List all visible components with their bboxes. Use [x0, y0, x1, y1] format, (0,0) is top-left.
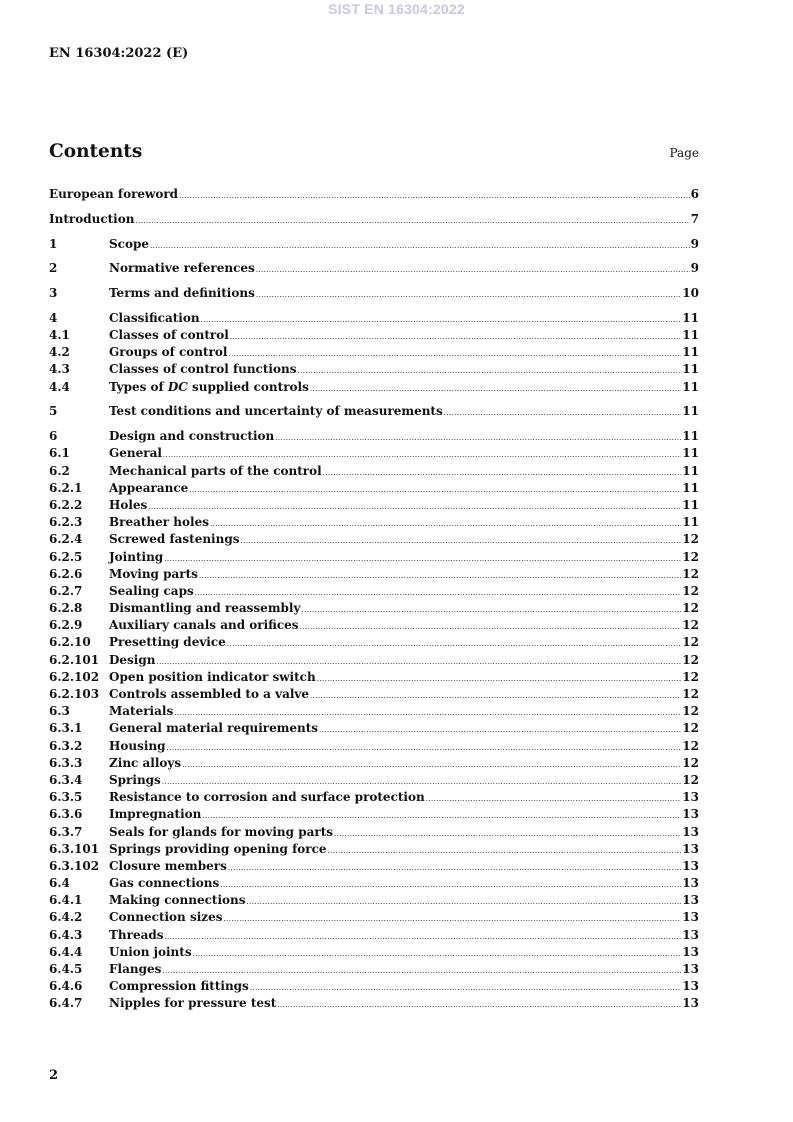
toc-entry-title: Union joints — [109, 944, 192, 959]
toc-dot-leader — [193, 946, 682, 963]
toc-entry-page: 11 — [682, 404, 699, 419]
toc-entry-page: 12 — [682, 601, 699, 616]
toc-entry-title: Design — [109, 652, 156, 667]
document-id-header: EN 16304:2022 (E) — [49, 46, 189, 61]
toc-dot-leader — [297, 363, 681, 380]
toc-dot-leader — [230, 329, 682, 346]
toc-entry-number: 6.3.6 — [49, 807, 83, 822]
toc-entry-title: Presetting device — [109, 635, 226, 650]
toc-entry-number: 6.3.1 — [49, 721, 83, 736]
toc-entry[interactable] — [49, 961, 699, 978]
toc-entry-page: 12 — [682, 635, 699, 650]
toc-entry-page: 12 — [682, 583, 699, 598]
toc-entry[interactable] — [49, 379, 699, 396]
toc-entry-page: 13 — [682, 944, 699, 959]
table-of-contents — [49, 186, 699, 1013]
toc-entry-number: 6.3.2 — [49, 738, 83, 753]
toc-entry[interactable] — [49, 549, 699, 566]
toc-dot-leader — [201, 312, 682, 329]
toc-entry-page: 11 — [682, 480, 699, 495]
toc-entry[interactable] — [49, 583, 699, 600]
toc-entry-number: 6.3.101 — [49, 841, 100, 856]
toc-entry-page: 12 — [682, 755, 699, 770]
toc-dot-leader — [256, 262, 690, 279]
toc-entry-number: 6.2.5 — [49, 549, 83, 564]
toc-entry-number: 6.3.4 — [49, 772, 83, 787]
toc-entry-page: 11 — [682, 345, 699, 360]
toc-entry[interactable] — [49, 806, 699, 823]
toc-entry[interactable] — [49, 755, 699, 772]
toc-entry[interactable] — [49, 652, 699, 669]
toc-entry-title: Springs — [109, 772, 161, 787]
toc-entry-title: General — [109, 446, 162, 461]
toc-dot-leader — [250, 980, 681, 997]
toc-dot-leader — [228, 860, 681, 877]
toc-dot-leader — [328, 843, 682, 860]
toc-entry-title: Resistance to corrosion and surface protection — [109, 790, 425, 805]
toc-entry-page: 11 — [682, 362, 699, 377]
toc-entry-page: 11 — [682, 446, 699, 461]
toc-dot-leader — [310, 381, 681, 398]
toc-entry-title: Connection sizes — [109, 910, 223, 925]
toc-entry-number: 6.4.2 — [49, 910, 83, 925]
toc-entry[interactable] — [49, 841, 699, 858]
toc-entry[interactable] — [49, 875, 699, 892]
toc-entry-page: 9 — [690, 261, 699, 276]
toc-entry[interactable] — [49, 497, 699, 514]
toc-dot-leader — [210, 516, 681, 533]
toc-dot-leader — [135, 213, 689, 230]
toc-entry-number: 4 — [49, 310, 58, 325]
toc-entry[interactable] — [49, 344, 699, 361]
toc-entry[interactable] — [49, 236, 699, 253]
toc-entry[interactable] — [49, 260, 699, 277]
toc-entry[interactable] — [49, 686, 699, 703]
toc-entry-number: 1 — [49, 236, 58, 251]
toc-entry-number: 6.2.10 — [49, 635, 91, 650]
toc-entry-title: Screwed fastenings — [109, 532, 240, 547]
toc-entry-title: General material requirements — [109, 721, 319, 736]
toc-entry[interactable] — [49, 858, 699, 875]
toc-entry-page: 7 — [690, 211, 699, 226]
toc-entry[interactable] — [49, 703, 699, 720]
toc-entry-number: 6.2 — [49, 463, 70, 478]
toc-entry[interactable] — [49, 634, 699, 651]
toc-dot-leader — [334, 826, 681, 843]
toc-entry-number: 6.1 — [49, 446, 70, 461]
toc-entry[interactable] — [49, 285, 699, 302]
toc-entry[interactable] — [49, 445, 699, 462]
toc-entry-title: Terms and definitions — [109, 286, 255, 301]
toc-dot-leader — [256, 287, 681, 304]
toc-entry-title: Springs providing opening force — [109, 841, 327, 856]
toc-entry[interactable] — [49, 978, 699, 995]
toc-entry-title: Design and construction — [109, 429, 275, 444]
toc-entry-page: 12 — [682, 618, 699, 633]
toc-dot-leader — [227, 636, 681, 653]
toc-entry-title: Mechanical parts of the control — [109, 463, 322, 478]
toc-dot-leader — [182, 757, 681, 774]
toc-entry-title: European foreword — [49, 187, 179, 201]
toc-dot-leader — [199, 568, 681, 585]
toc-entry-page: 13 — [682, 841, 699, 856]
toc-dot-leader — [300, 619, 682, 636]
toc-entry-title: Sealing caps — [109, 583, 194, 598]
toc-dot-leader — [179, 188, 690, 205]
page-column-label: Page — [669, 146, 699, 160]
toc-entry-number: 6.2.6 — [49, 566, 83, 581]
toc-entry-page: 12 — [682, 721, 699, 736]
toc-dot-leader — [444, 405, 682, 422]
toc-entry-number: 6.2.8 — [49, 601, 83, 616]
toc-entry[interactable] — [49, 995, 699, 1012]
toc-entry[interactable] — [49, 892, 699, 909]
toc-entry-title: Appearance — [109, 480, 189, 495]
toc-entry-title: Holes — [109, 497, 148, 512]
toc-entry-title: Nipples for pressure test — [109, 996, 277, 1011]
toc-entry[interactable] — [49, 617, 699, 634]
toc-entry-title: Threads — [109, 927, 164, 942]
watermark: SIST EN 16304:2022 — [328, 1, 465, 17]
toc-entry-page: 12 — [682, 652, 699, 667]
toc-entry[interactable] — [49, 600, 699, 617]
toc-dot-leader — [223, 911, 681, 928]
toc-entry-number: 4.2 — [49, 345, 70, 360]
toc-entry-number: 6.2.3 — [49, 515, 83, 530]
toc-dot-leader — [164, 551, 681, 568]
toc-entry-title: Materials — [109, 704, 174, 719]
footer-page-number: 2 — [49, 1068, 59, 1083]
toc-entry-title: Gas connections — [109, 876, 220, 891]
toc-dot-leader — [148, 499, 681, 516]
toc-entry-title: Classes of control — [109, 328, 229, 343]
toc-dot-leader — [277, 997, 681, 1014]
toc-entry[interactable] — [49, 327, 699, 344]
toc-dot-leader — [319, 722, 681, 739]
toc-dot-leader — [189, 482, 681, 499]
toc-entry-number: 3 — [49, 286, 58, 301]
toc-entry[interactable] — [49, 186, 699, 203]
toc-dot-leader — [220, 877, 681, 894]
toc-entry-page: 10 — [682, 286, 699, 301]
toc-entry[interactable] — [49, 463, 699, 480]
toc-entry[interactable] — [49, 944, 699, 961]
toc-entry[interactable] — [49, 310, 699, 327]
toc-entry-number: 6.2.101 — [49, 652, 100, 667]
toc-entry-page: 12 — [682, 738, 699, 753]
toc-entry[interactable] — [49, 361, 699, 378]
toc-entry[interactable] — [49, 772, 699, 789]
toc-entry-number: 6.2.1 — [49, 480, 83, 495]
toc-entry-number: 6.4.7 — [49, 996, 83, 1011]
toc-dot-leader — [167, 740, 682, 757]
toc-entry-page: 12 — [682, 772, 699, 787]
toc-entry-title: Flanges — [109, 962, 162, 977]
toc-dot-leader — [301, 602, 681, 619]
toc-entry[interactable] — [49, 909, 699, 926]
toc-entry-page: 13 — [682, 979, 699, 994]
toc-entry-number: 6.3 — [49, 704, 70, 719]
toc-entry-title: Breather holes — [109, 515, 209, 530]
toc-entry-title: Impregnation — [109, 807, 202, 822]
toc-entry-page: 11 — [682, 463, 699, 478]
toc-dot-leader — [165, 929, 682, 946]
toc-entry-title: Compression fittings — [109, 979, 249, 994]
toc-entry-title: Jointing — [109, 549, 164, 564]
toc-entry-page: 13 — [682, 807, 699, 822]
toc-entry-title: Normative references — [109, 261, 255, 276]
toc-entry-number: 6.4.3 — [49, 927, 83, 942]
toc-dot-leader — [150, 238, 690, 255]
toc-entry-number: 6.4.5 — [49, 962, 83, 977]
toc-entry-page: 13 — [682, 824, 699, 839]
toc-dot-leader — [247, 894, 682, 911]
toc-entry-title: Housing — [109, 738, 166, 753]
toc-entry-title: Seals for glands for moving parts — [109, 824, 333, 839]
toc-dot-leader — [275, 430, 681, 447]
toc-entry-page: 12 — [682, 669, 699, 684]
toc-entry-number: 6.3.102 — [49, 858, 100, 873]
toc-entry-title: Open position indicator switch — [109, 669, 316, 684]
toc-entry-page: 12 — [682, 532, 699, 547]
toc-entry-number: 6.4.1 — [49, 893, 83, 908]
toc-entry-page: 13 — [682, 927, 699, 942]
toc-entry-number: 6.2.2 — [49, 497, 83, 512]
contents-title: Contents — [49, 141, 143, 162]
toc-dot-leader — [317, 671, 682, 688]
toc-entry-number: 6.3.3 — [49, 755, 83, 770]
toc-entry-page: 11 — [682, 379, 699, 394]
toc-entry-number: 6.3.7 — [49, 824, 83, 839]
toc-entry-title: Types of DC supplied controls — [109, 379, 309, 394]
toc-entry[interactable] — [49, 514, 699, 531]
toc-entry-title: Zinc alloys — [109, 755, 182, 770]
toc-entry-title: Closure members — [109, 858, 227, 873]
toc-entry[interactable] — [49, 531, 699, 548]
toc-entry-page: 11 — [682, 429, 699, 444]
toc-entry-number: 6.3.5 — [49, 790, 83, 805]
toc-entry-title: Groups of control — [109, 345, 228, 360]
toc-entry[interactable] — [49, 789, 699, 806]
toc-entry-title: Introduction — [49, 211, 135, 226]
toc-entry-page: 13 — [682, 858, 699, 873]
toc-entry-page: 12 — [682, 566, 699, 581]
toc-entry[interactable] — [49, 927, 699, 944]
toc-entry-number: 5 — [49, 404, 58, 419]
toc-entry-page: 12 — [682, 704, 699, 719]
toc-entry[interactable] — [49, 824, 699, 841]
toc-entry-title: Making connections — [109, 893, 246, 908]
toc-entry-title: Auxiliary canals and orifices — [109, 618, 299, 633]
toc-entry[interactable] — [49, 211, 699, 228]
toc-dot-leader — [323, 465, 682, 482]
toc-entry-page: 13 — [682, 962, 699, 977]
toc-entry[interactable] — [49, 738, 699, 755]
toc-entry-number: 6 — [49, 429, 58, 444]
toc-entry-title: Classes of control functions — [109, 362, 297, 377]
toc-entry-number: 6.4.6 — [49, 979, 83, 994]
toc-entry-number: 6.2.103 — [49, 687, 100, 702]
toc-entry-number: 6.2.9 — [49, 618, 83, 633]
toc-dot-leader — [426, 791, 682, 808]
toc-entry[interactable] — [49, 428, 699, 445]
toc-entry-number: 2 — [49, 261, 58, 276]
toc-entry-number: 6.4.4 — [49, 944, 83, 959]
toc-entry-number: 4.3 — [49, 362, 70, 377]
toc-entry-number: 6.2.4 — [49, 532, 83, 547]
toc-entry-title: Test conditions and uncertainty of measurements — [109, 404, 443, 419]
toc-entry-page: 12 — [682, 687, 699, 702]
toc-entry-title: Dismantling and reassembly — [109, 601, 301, 616]
toc-entry-title: Scope — [109, 236, 150, 251]
toc-entry-page: 13 — [682, 996, 699, 1011]
toc-entry-page: 11 — [682, 328, 699, 343]
toc-entry-page: 9 — [690, 236, 699, 251]
toc-entry-title: Controls assembled to a valve — [109, 687, 310, 702]
toc-entry-page: 11 — [682, 515, 699, 530]
toc-entry-page: 12 — [682, 549, 699, 564]
toc-dot-leader — [310, 688, 681, 705]
toc-entry-page: 11 — [682, 310, 699, 325]
toc-entry[interactable] — [49, 480, 699, 497]
toc-entry-page: 13 — [682, 893, 699, 908]
toc-entry-title: Moving parts — [109, 566, 198, 581]
toc-entry-title: Classification — [109, 310, 200, 325]
toc-entry-page: 13 — [682, 790, 699, 805]
toc-dot-leader — [241, 533, 682, 550]
toc-entry-page: 13 — [682, 876, 699, 891]
toc-entry-number: 6.4 — [49, 876, 70, 891]
toc-entry[interactable] — [49, 403, 699, 420]
toc-entry[interactable] — [49, 720, 699, 737]
toc-entry-number: 6.2.7 — [49, 583, 83, 598]
toc-entry-page: 11 — [682, 497, 699, 512]
toc-entry-number: 4.4 — [49, 379, 70, 394]
toc-entry[interactable] — [49, 566, 699, 583]
toc-entry[interactable] — [49, 669, 699, 686]
toc-entry-page: 13 — [682, 910, 699, 925]
toc-entry-page: 6 — [690, 187, 699, 201]
toc-entry-number: 6.2.102 — [49, 669, 100, 684]
toc-entry-number: 4.1 — [49, 328, 70, 343]
